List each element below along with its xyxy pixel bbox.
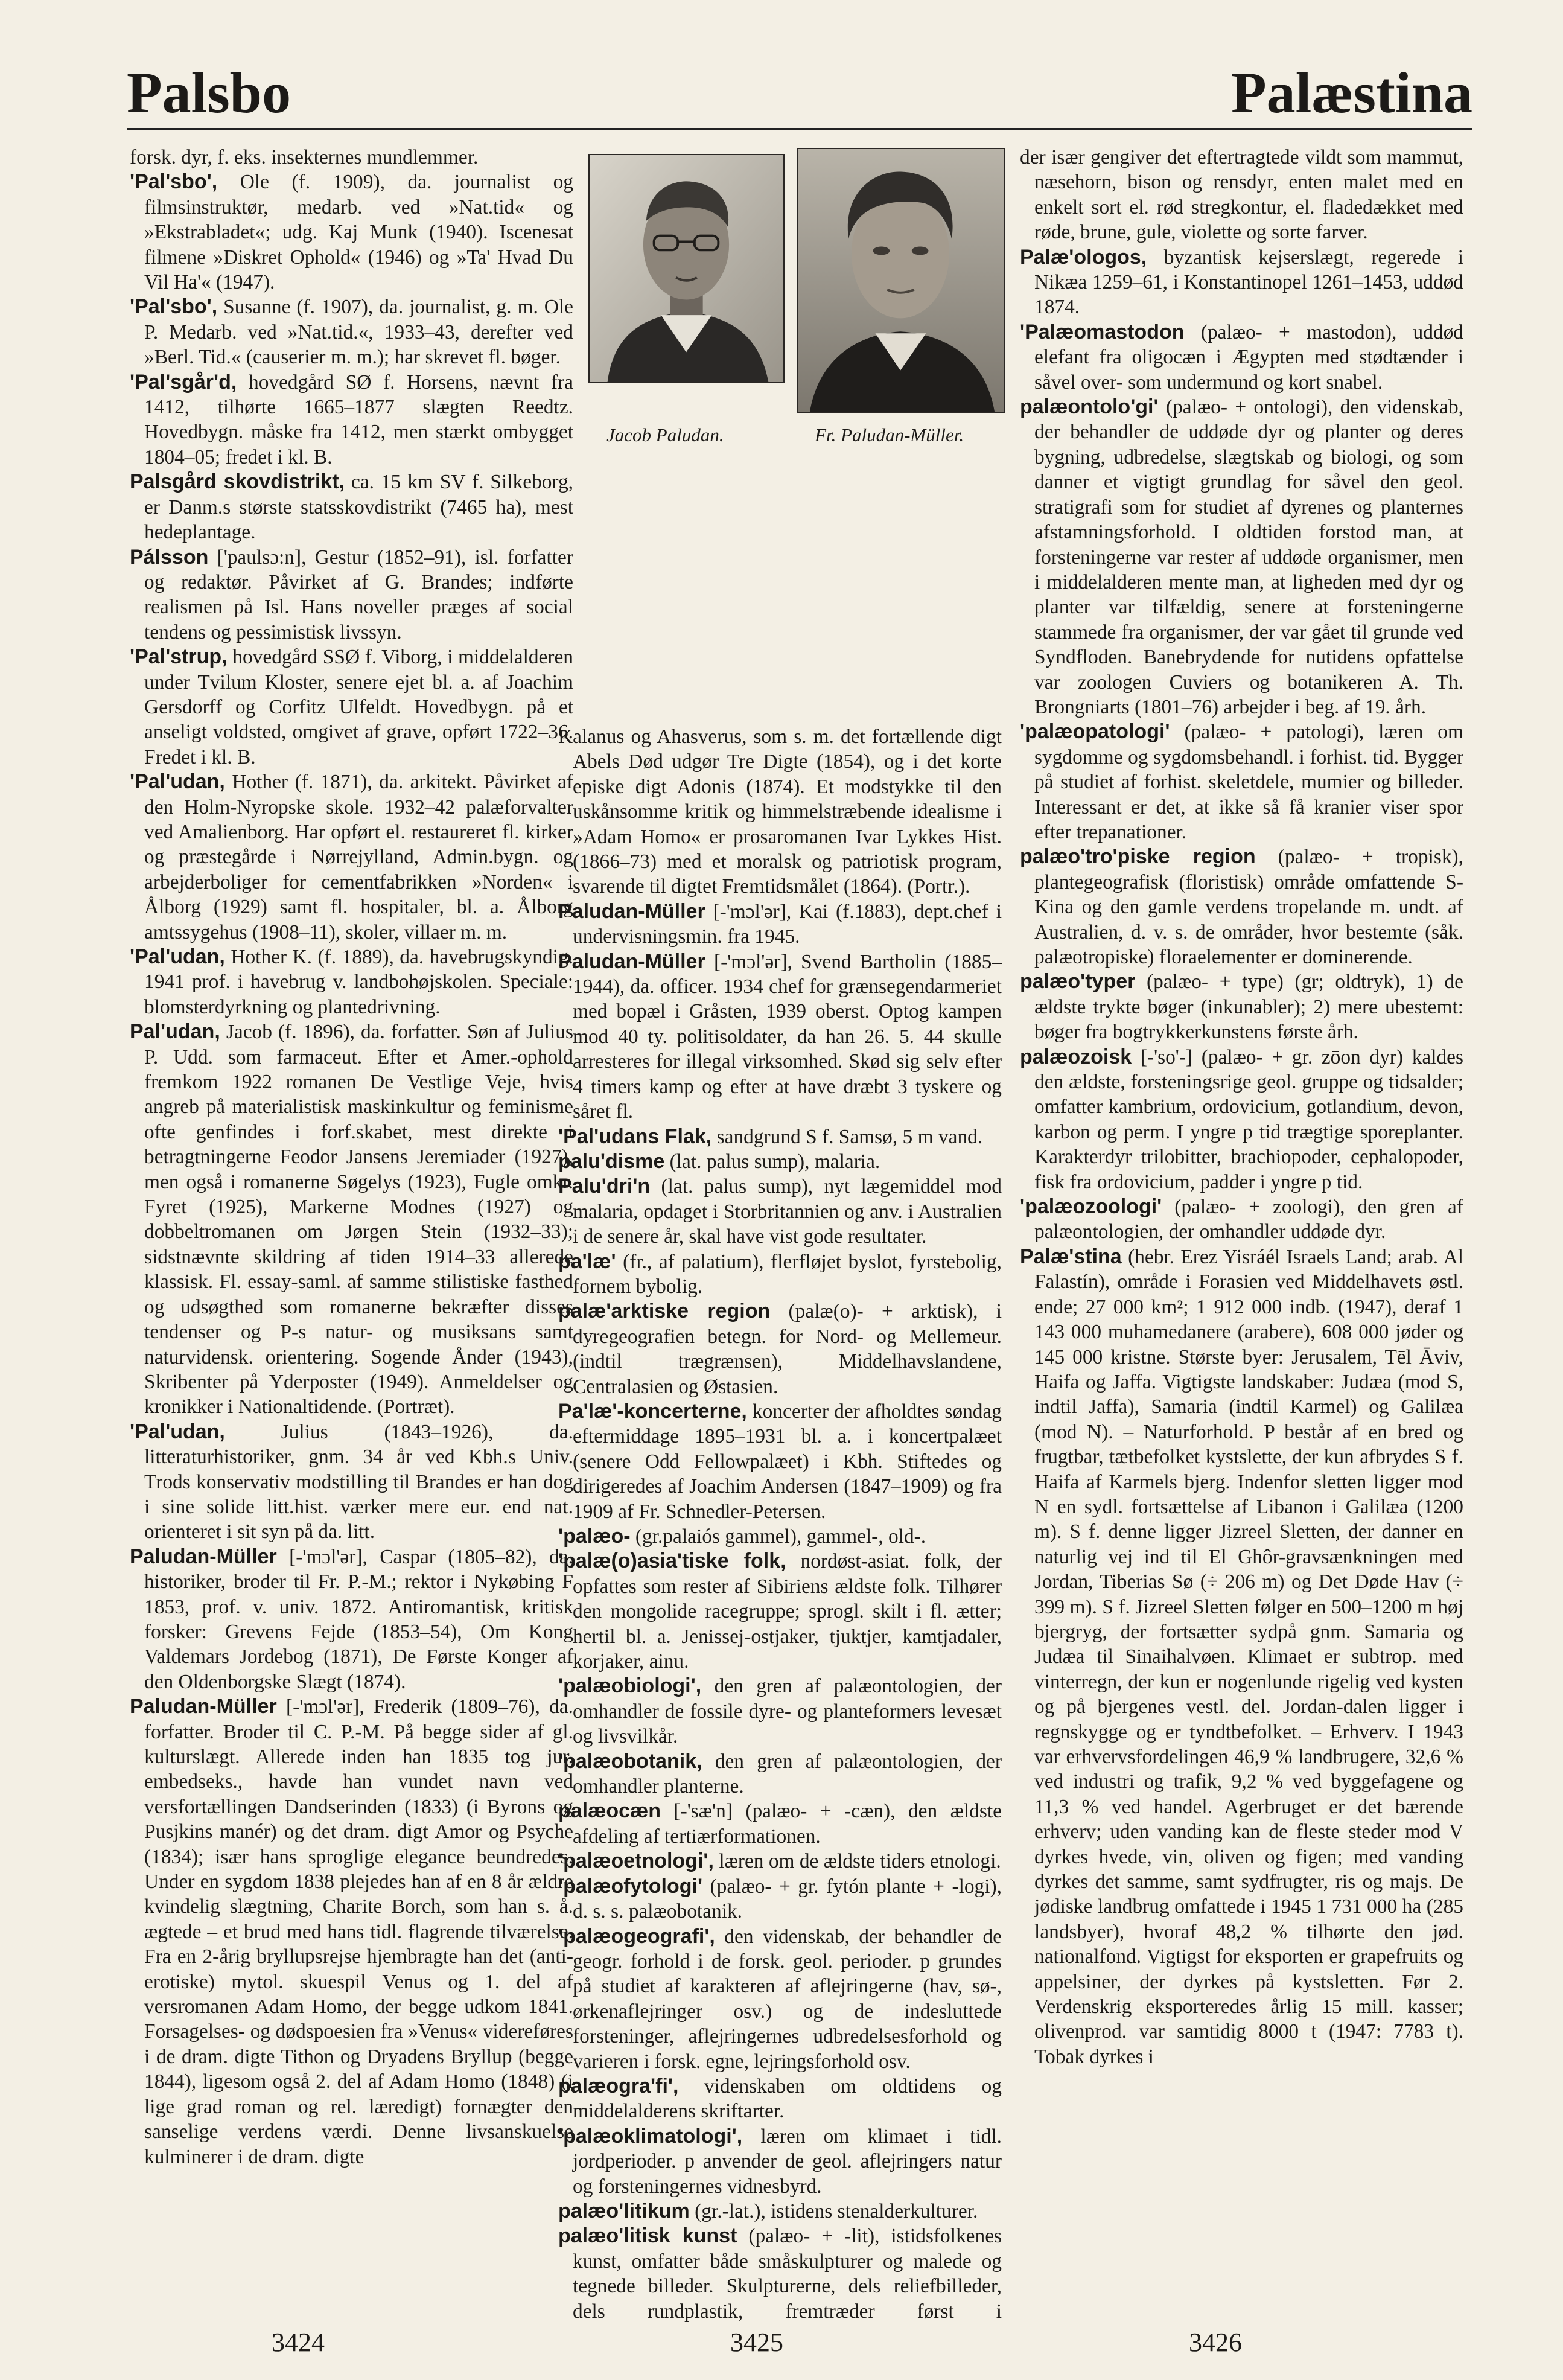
entry-headword: palæocæn xyxy=(558,1799,661,1823)
entry-headword: palæozoisk xyxy=(1020,1045,1132,1068)
entry-text: (gr.-lat.), istidens stenalderkulturer. xyxy=(695,2200,978,2222)
entry-headword: Pal'udan, xyxy=(130,1020,220,1044)
dictionary-entry xyxy=(130,545,573,645)
dictionary-entry xyxy=(1020,245,1463,320)
entry-text: (palæo- + patologi), læren om sygdomme og sygdomsbehandl. i forhist. tid. Bygger på studiet af forhist. skeletdele, mumier og billeder. Interessant er det, at ikke så få kranier viser spor efter trepanationer. xyxy=(1034,721,1463,843)
entry-headword: 'palæoetnologi', xyxy=(558,1849,714,1873)
entry-headword: 'palæ(o)asia'tiske folk, xyxy=(558,1549,786,1573)
dictionary-entry xyxy=(558,1849,1002,1874)
entry-headword: Pálsson xyxy=(130,545,209,569)
dictionary-entry xyxy=(130,770,573,945)
page-number-right: 3426 xyxy=(1189,2327,1242,2357)
dictionary-entry xyxy=(1020,320,1463,395)
dictionary-entry xyxy=(1020,145,1463,245)
entry-headword: 'Pal'sbo', xyxy=(130,295,218,319)
dictionary-entry xyxy=(558,1249,1002,1300)
dictionary-entry xyxy=(130,1420,573,1545)
dictionary-entry xyxy=(1020,1195,1463,1245)
entry-text: (lat. palus sump), malaria. xyxy=(669,1150,880,1173)
entry-headword: 'Pal'udan, xyxy=(130,945,225,968)
entry-headword: 'palæo- xyxy=(558,1525,631,1548)
dictionary-entry xyxy=(130,1694,573,2169)
dictionary-entry xyxy=(130,470,573,544)
dictionary-entry xyxy=(130,1019,573,1420)
entry-headword: 'Pal'udan, xyxy=(130,770,225,794)
dictionary-entry xyxy=(558,1924,1002,2074)
caption-left: Jacob Paludan. xyxy=(606,424,724,445)
entry-headword: palæo'typer xyxy=(1020,970,1136,994)
column-2 xyxy=(558,724,1002,2324)
entry-text: koncerter der afholdtes søndag eftermiddage 1895–1931 bl. a. i koncertpalæet (senere Odd Fellowpalæet) i Kbh. Stiftedes og dirigeredes af Joachim Andersen (1847–1909) og fra 1909 af Fr. Schnedler-Petersen. xyxy=(573,1400,1002,1523)
entry-headword: palæo'litikum xyxy=(558,2199,690,2222)
dictionary-entry xyxy=(1020,844,1463,969)
entry-headword: palæo'tro'piske region xyxy=(1020,845,1256,869)
dictionary-entry xyxy=(558,2199,1002,2224)
entry-text: [-'mɔl'ər], Caspar (1805–82), da. historiker, broder til Fr. P.-M.; rektor i Nykøbing F 1853, prof. v. univ. 1872. Antiromantisk, kritisk forsker: Grevens Fejde (1853–54), Om Kong Valdemars Jordebog (1871), De Første Konger af den Oldenborgske Slægt (1874). xyxy=(144,1545,573,1693)
entry-headword: Pa'læ'-koncerterne, xyxy=(558,1399,747,1423)
entry-text: den videnskab, der behandler de geogr. forhold i de forsk. geol. perioder. p grundes på studiet af karakteren af aflejringerne (hav, sø-, ørkenaflejringer osv.) og de indesluttede forsteninger, aflejringernes udbredelsesforhold og varieren i forsk. egne, lejringsforhold osv. xyxy=(573,1925,1002,2073)
dictionary-entry xyxy=(558,2224,1002,2324)
entry-text: (fr., af palatium), flerfløjet byslot, fyrstebolig, fornem bybolig. xyxy=(573,1250,1002,1298)
dictionary-entry xyxy=(130,295,573,369)
entry-headword: palæogra'fi', xyxy=(558,2074,679,2098)
dictionary-entry xyxy=(558,1524,1002,1549)
entry-text: sandgrund S f. Samsø, 5 m vand. xyxy=(716,1125,983,1148)
entry-text: (palæo- + mastodon), uddød elefant fra oligocæn i Ægypten med stødtænder i såvel over- som undermund og kort snabel. xyxy=(1034,321,1463,394)
entry-headword: Palæ'stina xyxy=(1020,1245,1122,1268)
entry-text: (palæo- + ontologi), den videnskab, der behandler de uddøde dyr og planter og deres bygning, udbredelse, slægtskab og biologi, og som danner et vigtigt grundlag for såvel den geol. stratigrafi som for studiet af dyrenes og planternes afstamningsforhold. I oldtiden forstod man, at forsteningerne var rester af uddøde organismer, men i middelalderen mente man, at ligheden med dyr og planter var tilfældig, senere at forsteningerne stammede fra organismer, der var gået til grunde ved Syndfloden. Banebrydende for nutidens opfattelse var zoologen Cuviers og botanikeren A. Th. Brongniarts (1801–76) arbejder i beg. af 19. årh. xyxy=(1034,396,1463,718)
entry-text: ca. 15 km SV f. Silkeborg, er Danm.s største statsskovdistrikt (7465 ha), mest hedeplantage. xyxy=(144,471,573,544)
dictionary-entry xyxy=(1020,719,1463,844)
entry-text: læren om klimaet i tidl. jordperioder. p anvender de geol. aflejringers natur og forsteningernes vidnesbyrd. xyxy=(573,2125,1002,2198)
header-rule xyxy=(127,128,1472,130)
header-left-guideword: Palsbo xyxy=(127,60,291,125)
entry-headword: Paludan-Müller xyxy=(130,1695,277,1718)
entry-text: (lat. palus sump), nyt lægemiddel mod malaria, opdaget i Storbritannien og anv. i Australien i de senere år, skal have vist gode resultater. xyxy=(573,1175,1002,1248)
dictionary-entry xyxy=(558,1125,1002,1149)
dictionary-entry xyxy=(1020,1045,1463,1195)
column-1 xyxy=(130,145,573,2330)
entry-text: (palæo- + gr. fytón plante + -logi), d. s. s. palæobotanik. xyxy=(573,1875,1002,1923)
entry-headword: Palu'dri'n xyxy=(558,1175,651,1198)
page-number-left: 3424 xyxy=(272,2327,325,2357)
dictionary-entry xyxy=(558,2124,1002,2199)
entry-headword: 'Pal'strup, xyxy=(130,645,228,669)
dictionary-entry xyxy=(130,170,573,295)
dictionary-entry xyxy=(130,145,573,170)
dictionary-entry xyxy=(1020,1245,1463,2069)
entry-headword: palæ'arktiske region xyxy=(558,1300,771,1323)
dictionary-entry xyxy=(1020,969,1463,1044)
entry-text: den gren af palæontologien, der omhandler de fossile dyre- og planteformers levesæt og livsvilkår. xyxy=(573,1675,1002,1748)
entry-text: Hother (f. 1871), da. arkitekt. Påvirket af den Holm-Nyropske skole. 1932–42 palæforvalter ved Amalienborg. Har opført el. restaureret fl. kirker og præstegårde i Nørrejylland, Admin.bygn. og arbejderboliger for cementfabrikken »Norden« i Ålborg (1929) samt fl. hospitaler, bl. a. Ålborg amtssygehus (1908–11), skoler, villaer m. m. xyxy=(144,771,573,943)
dictionary-entry xyxy=(558,724,1002,899)
entry-headword: 'palæobiologi', xyxy=(558,1674,702,1698)
dictionary-entry xyxy=(1020,395,1463,719)
entry-text: forsk. dyr, f. eks. insekternes mundlemmer. xyxy=(130,146,479,168)
entry-text: Susanne (f. 1907), da. journalist, g. m. Ole P. Medarb. ved »Nat.tid.«, 1933–43, derefter ved »Berl. Tid.« (causerier m. m.); har skrevet fl. bøger. xyxy=(144,296,573,369)
dictionary-entry xyxy=(558,899,1002,949)
entry-headword: 'Pal'udans Flak, xyxy=(558,1125,712,1148)
entry-headword: palu'disme xyxy=(558,1149,665,1173)
entry-text: [-'mɔl'ər], Frederik (1809–76), da. forfatter. Broder til C. P.-M. På begge sider af gl. kulturslægt. Allerede inden han 1835 tog jur. embedseks., havde han vundet navn ved versfortællingen Dandserinden (1833) (i Byrons og Pusjkins manér) og det dram. digt Amor og Psyche (1834); især hans sproglige elegance beundredes. Under en sygdom 1838 plejedes han af en 8 år ældre kvindelig slægtning, Charite Borch, som han s. å. ægtede – et brud med hans tidl. flagrende tilværelse. Fra en 2-årig bryllupsrejse hjembragte han det (anti-erotiske) mytol. skuespil Venus og 1. del af versromanen Adam Homo, der begge udkom 1841. Forsagelses- og dødspoesien fra »Venus« videreføres i de dram. digte Tithon og Dryadens Bryllup (begge 1844), ligesom også 2. del af Adam Homo (1848) (i lige grad roman og rel. læredigt) fornægter den sanselige verdens værdi. Denne livsanskuelse kulminerer i de dram. digte xyxy=(144,1696,573,2168)
caption-right: Fr. Paludan-Müller. xyxy=(815,424,964,445)
entry-headword: pa'læ' xyxy=(558,1249,616,1273)
entry-headword: 'palæoklimatologi', xyxy=(558,2124,743,2148)
entry-text: nordøst-asiat. folk, der opfattes som rester af Sibiriens ældste folk. Tilhører den mongolide racegruppe; sprogl. skilt i fl. ætter; hertil bl. a. Jenissej-ostjaker, tjuktjer, kamtjadaler, korjaker, ainu. xyxy=(573,1550,1002,1673)
entry-text: [-'mɔl'ər], Kai (f.1883), dept.chef i undervisningsmin. fra 1945. xyxy=(573,900,1002,948)
entry-headword: 'palæogeografi', xyxy=(558,1924,715,1948)
entry-headword: 'palæozoologi' xyxy=(1020,1195,1162,1219)
entry-headword: 'palæobotanik, xyxy=(558,1749,702,1773)
dictionary-entry xyxy=(558,949,1002,1125)
entry-text: Hother K. (f. 1889), da. havebrugskyndig. 1941 prof. i havebrug v. landbohøjskolen. Speciale: blomsterdyrkning og plantedrivning. xyxy=(144,946,573,1018)
entry-text: hovedgård SØ f. Horsens, nævnt fra 1412, tilhørte 1665–1877 slægten Reedtz. Hovedbygn. måske fra 1412, men stærkt ombygget 1804–05; fredet i kl. B. xyxy=(144,371,573,468)
portrait-jacob-paludan xyxy=(588,154,785,383)
dictionary-entry xyxy=(130,645,573,770)
dictionary-entry xyxy=(558,1174,1002,1249)
entry-headword: Palæ'ologos, xyxy=(1020,245,1147,269)
entry-text: Julius (1843–1926), da. litteraturhistoriker, gnm. 34 år ved Kbh.s Univ. Trods konservativ modstilling til Brandes er han dog i sine solide litt.hist. værker mere eur. end nat. orienteret i sit syn på da. litt. xyxy=(144,1420,573,1543)
entry-text: læren om de ældste tiders etnologi. xyxy=(719,1850,1001,1873)
entry-text: der især gengiver det eftertragtede vildt som mammut, næsehorn, bison og rensdyr, enten malet med en enkelt sort el. rød stregkontur, el. fladedækket med røde, brune, gule, violette og sorte farver. xyxy=(1020,146,1463,244)
entry-text: [-'sæ'n] (palæo- + -cæn), den ældste afdeling af tertiærformationen. xyxy=(573,1800,1002,1848)
dictionary-entry xyxy=(130,1545,573,1694)
dictionary-entry xyxy=(558,1149,1002,1174)
dictionary-entry xyxy=(558,1749,1002,1799)
entry-headword: palæo'litisk kunst xyxy=(558,2224,737,2248)
entry-text: Jacob (f. 1896), da. forfatter. Søn af Julius P. Udd. som farmaceut. Efter et Amer.-ophold fremkom 1922 romanen De Vestlige Veje, hvis angreb på materialistisk maskinkultur og feminisme ofte genfindes i forf.skabet, mest direkte i betragtningerne Feodor Jansens Jeremiader (1927), men også i romanerne Søgelys (1923), Fugle omkr. Fyret (1925), Markerne Modnes (1927) og dobbeltromanen om Jørgen Stein (1932–33); sidstnævnte skildring af tiden 1914–33 allerede klassisk. Fl. essay-saml. af samme stilistiske fasthed og udsøgthed som romanerne bekræfter disses tendenser og P-s natur- og musiksans samt naturvidensk. orientering. Sogende Ånder (1943), Skribenter på Yderposter (1949). Anmeldelser og kronikker i Nationaltidende. (Portræt). xyxy=(144,1021,573,1418)
dictionary-entry xyxy=(558,1674,1002,1749)
portrait-fr-paludan-muller xyxy=(797,148,1005,413)
dictionary-entry xyxy=(558,2074,1002,2124)
entry-text: byzantisk kejserslægt, regerede i Nikæa 1259–61, i Konstantinopel 1261–1453, uddød 1874. xyxy=(1034,246,1463,319)
entry-headword: 'Palæomastodon xyxy=(1020,320,1185,343)
entry-headword: 'Pal'udan, xyxy=(130,1420,225,1443)
entry-headword: 'Pal'sbo', xyxy=(130,170,218,194)
entry-headword: Paludan-Müller xyxy=(558,949,705,973)
entry-text: ['paulsɔ:n], Gestur (1852–91), isl. forfatter og redaktør. Påvirket af G. Brandes; indførte realismen på Isl. Hans noveller præges af social tendens og pessimistisk livssyn. xyxy=(144,546,573,643)
entry-text: (palæo- + -lit), istidsfolkenes kunst, omfatter både småskulpturer og malede og tegnede billeder. Skulpturerne, dels reliefbilleder, dels rundplastik, fremtræder først i xyxy=(573,2225,1002,2323)
entry-text: hovedgård SSØ f. Viborg, i middelalderen under Tvilum Kloster, senere ejet bl. a. af Joachim Gersdorff og Corfitz Ulfeldt. Hovedbygn. på et anseligt voldsted, omgivet af grave, opført 1722–36. Fredet i kl. B. xyxy=(144,646,573,768)
entry-text: videnskaben om oldtidens og middelalderens skriftarter. xyxy=(573,2075,1002,2123)
entry-text: (hebr. Erez Yisráél Israels Land; arab. Al Falastín), område i Forasien ved Middelhavets østl. ende; 27 000 km²; 1 912 000 indb. (1947), deraf 1 143 000 muhamedanere (arabere), 608 000 jøder og 145 000 kristne. Største byer: Jerusalem, Tēl Āviv, Haifa og Jaffa. Vigtigste landskaber: Judæa (mod S, indtil Jaffa), Samaria (indtil Karmel) og Galilæa (mod N). – Naturforhold. P består af en bred og frugtbar, tætbefolket kystslette, der kun afbrydes S f. Haifa af Karmels bjerg. Indenfor sletten ligger mod N en sydl. fortsættelse af Libanon i Galilæa (1200 m). S f. denne ligger Jizreel Sletten, der danner en naturlig vej ind til El Ghôr-gravsænkningen med Jordan, Tiberias Sø (÷ 206 m) og Det Døde Hav (÷ 399 m). S f. Jizreel Sletten følger en 500–1200 m høj bjergryg, der fortsætter sydpå gnm. Samaria og Judæa til Sinaihalvøen. Klimaet er subtrop. med vinterregn, der kun er nogenlunde rigelig ved kysten og på bjergenes vestl. del. Jordan-dalen ligger i regnskygge og er tyndtbefolket. – Erhverv. I 1943 var erhvervsfordelingen 46,9 % landbrugere, 32,6 % ved industri og trafik, 9,2 % ved byggefagene og 11,3 % ved handel. Agerbruget er det bærende erhverv; uden vanding kan de fleste steder mod V dyrkes hvede, vin, oliven og figen; med vanding dyrkes det samme, samt sydfrugter, ris og majs. De jødiske landbrug omfattede i 1945 1 731 000 ha (285 landsbyer), hvoraf 48,2 % tilhørte den jød. nationalfond. Vigtigst for eksporten er grapefruits og appelsiner, der dyrkes på kystsletten. Før 2. Verdenskrig eksporteredes årlig 15 mill. kasser; olivenprod. var samtidig 8000 t (1947: 7783 t). Tobak dyrkes i xyxy=(1034,1245,1463,2068)
dictionary-entry xyxy=(130,945,573,1019)
entry-headword: 'palæopatologi' xyxy=(1020,720,1170,744)
dictionary-entry xyxy=(130,370,573,470)
header-right-guideword: Palæstina xyxy=(1230,60,1472,125)
dictionary-entry xyxy=(558,1549,1002,1674)
entry-text: [-'mɔl'ər], Svend Bartholin (1885–1944), da. officer. 1934 chef for grænsegendarmeriet med bopæl i Gråsten, 1939 oberst. Optog kampen mod 40 ty. politisoldater, da han 26. 5. 44 skulle arresteres for illegal virksomhed. Skød sig selv efter 4 timers kamp og efter at have dræbt 3 tyskere og såret fl. xyxy=(573,950,1002,1123)
entry-text: (palæo- + tropisk), plantegeografisk (floristisk) område omfattende S-Kina og den gamle verdens tropelande m. undt. af Australien, d. v. s. de områder, hvor bestemte (såk. palæotropiske) floraelementer er dominerende. xyxy=(1034,846,1463,968)
entry-text: den gren af palæontologien, der omhandler planterne. xyxy=(573,1750,1002,1798)
entry-text: (gr.palaiós gammel), gammel-, old-. xyxy=(635,1525,926,1548)
entry-text: (palæ(o)- + arktisk), i dyregeografien betegn. for Nord- og Mellemeur. (indtil trægrænsen), Middelhavslandene, Centralasien og Østasien. xyxy=(573,1300,1002,1398)
entry-text: (palæo- + zoologi), den gren af palæontologien, der omhandler uddøde dyr. xyxy=(1034,1196,1463,1243)
entry-text: Ole (f. 1909), da. journalist og filmsinstruktør, medarb. ved »Nat.tid« og »Ekstrabladet«; udg. Kaj Munk (1940). Iscenesat filmene »Diskret Ophold« (1946) og »Ta' Hvad Du Vil Ha'« (1947). xyxy=(144,171,573,294)
entry-text: [-'so'-] (palæo- + gr. zōon dyr) kaldes den ældste, forsteningsrige geol. gruppe og tidsalder; omfatter kambrium, ordovicium, gotlandium, devon, karbon og perm. I yngre p tid trægtige sporeplanter. Karakterdyr trilobitter, brachiopoder, cephalopoder, fisk fra ordovicium, padder i yngre p tid. xyxy=(1034,1045,1463,1193)
dictionary-entry xyxy=(558,1399,1002,1524)
portrait-photos xyxy=(588,154,1005,685)
column-3 xyxy=(1020,145,1463,2330)
page-number-middle: 3425 xyxy=(730,2327,783,2357)
entry-headword: Paludan-Müller xyxy=(130,1545,277,1568)
entry-headword: Paludan-Müller xyxy=(558,899,705,923)
entry-headword: Palsgård skovdistrikt, xyxy=(130,470,345,494)
entry-headword: palæontolo'gi' xyxy=(1020,395,1159,419)
entry-text: (palæo- + type) (gr; oldtryk), 1) de ældste trykte bøger (inkunabler); 2) mere ubestemt: bøger fra bogtrykkerkunstens første årh. xyxy=(1034,971,1463,1044)
dictionary-entry xyxy=(558,1799,1002,1849)
entry-headword: 'Pal'sgår'd, xyxy=(130,370,237,394)
dictionary-entry xyxy=(558,1299,1002,1399)
dictionary-entry xyxy=(558,1874,1002,1924)
entry-headword: 'palæofytologi' xyxy=(558,1874,703,1898)
entry-text: Kalanus og Ahasverus, som s. m. det fortællende digt Abels Død udgør Tre Digte (1854), og i det korte episke digt Adonis (1874). Et modstykke til den uskånsomme kritik og himmelstræbende idealisme i »Adam Homo« er prosaromanen Ivar Lykkes Hist. (1866–73) med et moralsk og patriotisk program, svarende til digtet Fremtidsmålet (1864). (Portr.). xyxy=(558,726,1002,898)
